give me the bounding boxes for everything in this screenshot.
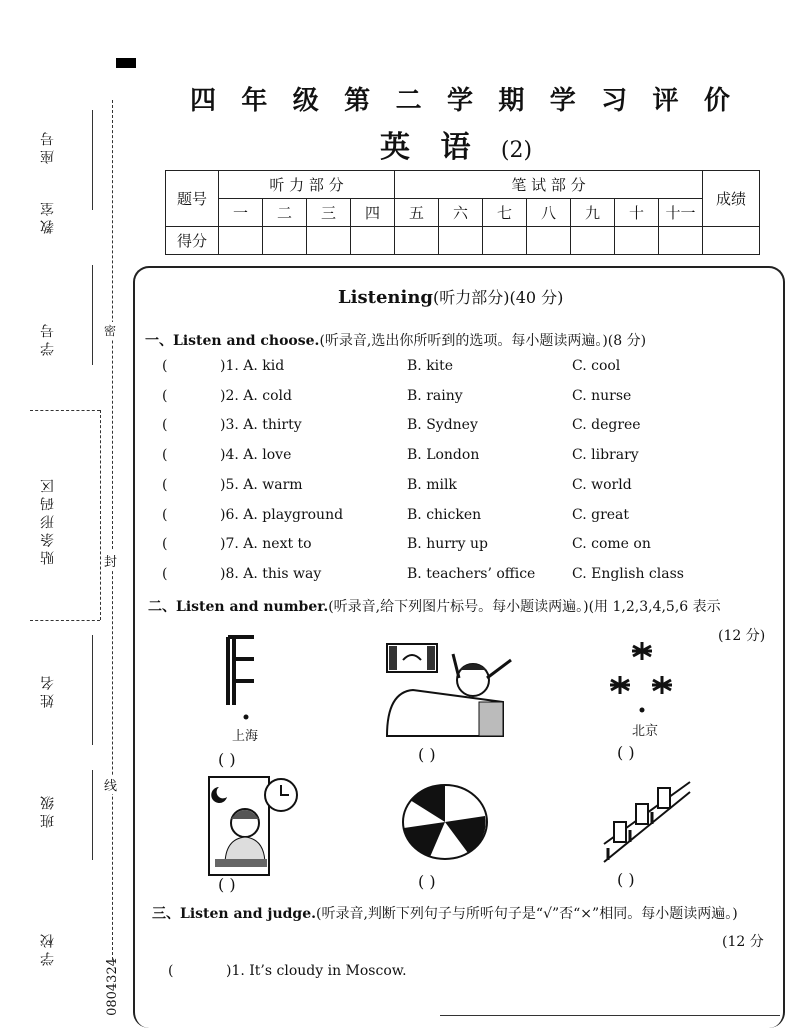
answer-blank[interactable]: ( )	[218, 750, 236, 769]
total-header: 成绩	[703, 171, 760, 227]
option-c: C. world	[572, 476, 632, 493]
option-b: B. chicken	[407, 506, 482, 523]
title-char: 期	[498, 86, 525, 116]
computer-room-picture	[600, 778, 700, 866]
margin-line	[92, 770, 93, 860]
title-char: 价	[703, 86, 730, 116]
part2-score: (12 分)	[718, 628, 766, 644]
option-a: )5. A. warm	[220, 476, 303, 493]
listening-header: 听 力 部 分	[219, 171, 395, 199]
option-b: B. teachers’ office	[407, 565, 536, 582]
boy-waking-up-picture	[383, 640, 523, 740]
answer-blank[interactable]: (	[162, 387, 168, 404]
part3-score: (12 分	[722, 934, 764, 950]
beijing-label: 北京	[632, 724, 659, 739]
choice-question-row	[162, 447, 722, 471]
written-header: 笔 试 部 分	[395, 171, 703, 199]
option-a: )2. A. cold	[220, 387, 292, 404]
title-char: 学	[446, 86, 473, 116]
score-cell[interactable]	[307, 227, 351, 255]
option-c: C. great	[572, 506, 630, 523]
question-number-cell: 十一	[659, 199, 703, 227]
shanghai-label: 上海	[232, 729, 259, 744]
option-a: )3. A. thirty	[220, 417, 302, 434]
seal-mark-mi: 密	[104, 324, 117, 338]
answer-blank[interactable]: (	[162, 447, 168, 464]
student-id-label: 学号	[40, 320, 56, 356]
total-score-cell[interactable]	[703, 227, 760, 255]
question-number-cell: 五	[395, 199, 439, 227]
title-char: 四	[190, 86, 217, 116]
answer-blank[interactable]: ( )	[418, 872, 436, 891]
question-number-header: 题号	[166, 171, 219, 227]
shanghai-weather-picture	[222, 635, 262, 720]
score-cell[interactable]	[527, 227, 571, 255]
school-label: 学校	[40, 930, 56, 966]
answer-blank[interactable]: ( )	[617, 870, 635, 889]
question-number-cell: 一	[219, 199, 263, 227]
page-title	[190, 80, 730, 117]
margin-line	[92, 110, 93, 210]
score-cell[interactable]	[263, 227, 307, 255]
score-cell[interactable]	[395, 227, 439, 255]
choice-question-row	[162, 566, 722, 590]
classroom-label: 教室	[40, 198, 56, 234]
listening-title: Listening(听力部分)(40 分)	[338, 287, 564, 308]
barcode-box-top	[30, 410, 100, 411]
answer-blank[interactable]: ( )	[617, 743, 635, 762]
barcode-box-bottom	[30, 620, 100, 621]
option-a: )8. A. this way	[220, 565, 322, 582]
corner-mark	[116, 58, 136, 68]
answer-blank[interactable]: (	[162, 476, 168, 493]
choice-question-row	[162, 536, 722, 560]
girl-eating-at-night-picture	[205, 773, 300, 878]
answer-blank[interactable]: (	[162, 358, 168, 374]
option-c: C. come on	[572, 536, 651, 553]
option-c: C. nurse	[572, 387, 632, 404]
subject-title: 英 语 (2)	[380, 130, 533, 165]
answer-blank[interactable]: (	[162, 506, 168, 523]
score-cell[interactable]	[483, 227, 527, 255]
part2-heading: 二、Listen and number.(听录音,给下列图片标号。每小题读两遍。)(用 1,2,3,4,5,6 表示	[148, 599, 721, 615]
margin-line	[92, 635, 93, 745]
seat-number-label: 座号	[40, 128, 56, 164]
score-table	[165, 170, 760, 255]
option-c: C. library	[572, 447, 639, 464]
question-number-cell: 四	[351, 199, 395, 227]
score-cell[interactable]	[659, 227, 703, 255]
margin-line	[92, 265, 93, 365]
option-b: B. Sydney	[407, 417, 478, 434]
option-a: )6. A. playground	[220, 506, 344, 523]
name-label: 姓名	[40, 672, 56, 708]
option-b: B. milk	[407, 476, 457, 493]
option-b: B. London	[407, 447, 480, 464]
student-code: 0804324	[105, 958, 120, 1016]
score-cell[interactable]	[439, 227, 483, 255]
page-edge-line	[440, 1015, 780, 1016]
question-number-cell: 九	[571, 199, 615, 227]
choice-question-row	[162, 358, 722, 382]
score-cell[interactable]	[615, 227, 659, 255]
score-cell[interactable]	[351, 227, 395, 255]
title-char: 级	[292, 86, 319, 116]
seal-line	[112, 100, 113, 960]
option-a: )4. A. love	[220, 447, 292, 464]
answer-blank[interactable]: ( )	[218, 875, 236, 894]
score-cell[interactable]	[571, 227, 615, 255]
beach-ball-picture	[400, 782, 490, 862]
barcode-box-side	[100, 410, 101, 620]
title-char: 评	[652, 86, 679, 116]
part1-heading: 一、Listen and choose.(听录音,选出你所听到的选项。每小题读两遍。)(8 分)	[145, 333, 647, 349]
beijing-snow-picture	[604, 638, 680, 718]
barcode-area-label: 贴条形码区	[40, 475, 56, 565]
question-number-cell: 八	[527, 199, 571, 227]
option-c: C. English class	[572, 565, 684, 582]
score-cell[interactable]	[219, 227, 263, 255]
question-number-cell: 七	[483, 199, 527, 227]
choice-question-row	[162, 388, 722, 412]
choice-question-row	[162, 507, 722, 531]
option-b: B. rainy	[407, 387, 463, 404]
answer-blank[interactable]: (	[162, 536, 168, 553]
seal-mark-feng: 封	[104, 551, 117, 570]
option-c: C. degree	[572, 417, 641, 434]
title-char: 习	[601, 86, 628, 116]
option-a: )1. A. kid	[220, 358, 285, 374]
question-number-cell: 三	[307, 199, 351, 227]
question-number-cell: 二	[263, 199, 307, 227]
answer-blank[interactable]: (	[162, 565, 168, 582]
choice-question-row	[162, 417, 722, 441]
choice-question-row	[162, 477, 722, 501]
option-c: C. cool	[572, 358, 621, 374]
answer-blank[interactable]: (	[168, 963, 174, 979]
part3-heading: 三、Listen and judge.(听录音,判断下列句子与所听句子是“√”否“×”相同。每小题读两遍。)	[152, 906, 738, 922]
title-char: 年	[241, 86, 268, 116]
title-char: 第	[344, 86, 371, 116]
option-b: B. hurry up	[407, 536, 488, 553]
score-row-label: 得分	[166, 227, 219, 255]
part3-item-1: ( )1. It’s cloudy in Moscow.	[168, 963, 407, 979]
question-number-cell: 十	[615, 199, 659, 227]
option-a: )7. A. next to	[220, 536, 312, 553]
question-number-cell: 六	[439, 199, 483, 227]
class-label: 班级	[40, 792, 56, 828]
seal-mark-xian: 线	[104, 775, 117, 794]
option-b: B. kite	[407, 358, 454, 374]
answer-blank[interactable]: (	[162, 417, 168, 434]
title-char: 二	[395, 86, 422, 116]
title-char: 学	[549, 86, 576, 116]
answer-blank[interactable]: ( )	[418, 745, 436, 764]
